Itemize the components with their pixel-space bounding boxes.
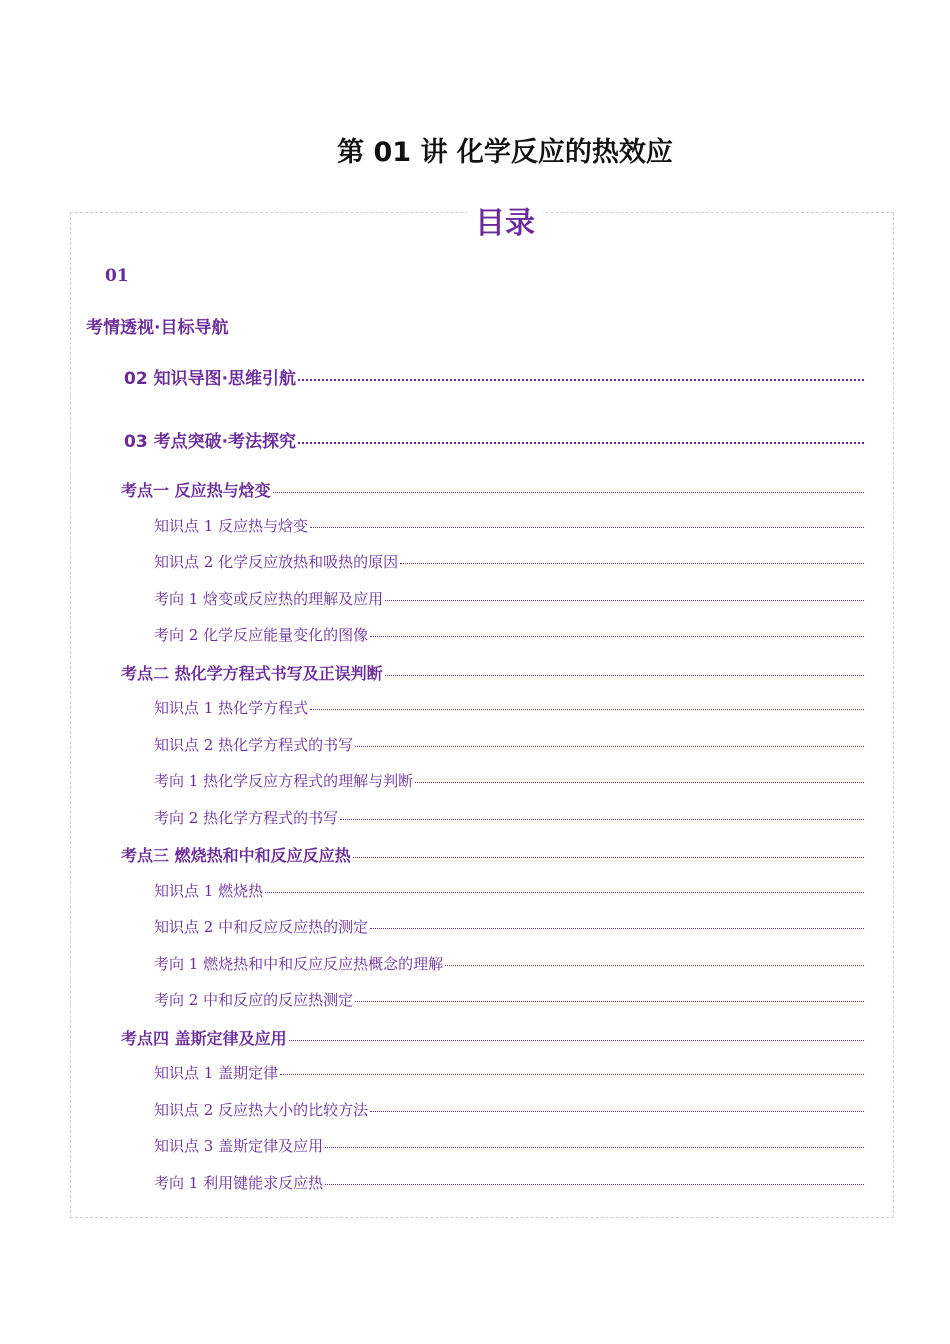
toc-leader-dots: [445, 965, 864, 966]
toc-section-02[interactable]: 02 知识导图·思维引航: [124, 364, 864, 389]
toc-leader-dots: [355, 1001, 864, 1002]
toc-leader-dots: [280, 1074, 864, 1075]
toc-sub-item[interactable]: 知识点 2 反应热大小的比较方法: [154, 1099, 864, 1120]
toc-exam-point[interactable]: 考点二 热化学方程式书写及正误判断: [121, 661, 864, 684]
toc-leader-dots: [289, 1040, 864, 1041]
toc-leader-dots: [298, 442, 864, 444]
toc-sub-item[interactable]: 知识点 1 热化学方程式: [154, 697, 864, 718]
toc-leader-dots: [385, 600, 864, 601]
toc-leader-dots: [273, 492, 864, 493]
document-title: 第 01 讲 化学反应的热效应: [337, 137, 673, 168]
toc-sub-item[interactable]: 考向 1 焓变或反应热的理解及应用: [154, 588, 864, 609]
toc-section-01-title[interactable]: 考情透视·目标导航: [86, 318, 229, 338]
toc-leader-dots: [400, 563, 864, 564]
toc-leader-dots: [340, 819, 864, 820]
toc-sub-item[interactable]: 知识点 3 盖斯定律及应用: [154, 1135, 864, 1156]
toc-sub-item[interactable]: 知识点 1 盖期定律: [154, 1062, 864, 1083]
toc-sub-item[interactable]: 知识点 1 燃烧热: [154, 880, 864, 901]
toc-section-01-number: 01: [105, 266, 129, 286]
toc-leader-dots: [325, 1147, 864, 1148]
toc-leader-dots: [370, 636, 864, 637]
toc-leader-dots: [310, 709, 864, 710]
toc-sub-item[interactable]: 考向 2 化学反应能量变化的图像: [154, 624, 864, 645]
toc-exam-point[interactable]: 考点四 盖斯定律及应用: [121, 1026, 864, 1049]
toc-sub-item[interactable]: 知识点 2 热化学方程式的书写: [154, 734, 864, 755]
toc-sub-item[interactable]: 知识点 2 中和反应反应热的测定: [154, 916, 864, 937]
toc-leader-dots: [370, 928, 864, 929]
toc-exam-point[interactable]: 考点三 燃烧热和中和反应反应热: [121, 843, 864, 866]
toc-leader-dots: [310, 527, 864, 528]
toc-sub-item[interactable]: 考向 1 燃烧热和中和反应反应热概念的理解: [154, 953, 864, 974]
toc-leader-dots: [385, 675, 864, 676]
toc-leader-dots: [353, 857, 864, 858]
toc-sub-item[interactable]: 知识点 2 化学反应放热和吸热的原因: [154, 551, 864, 572]
toc-sub-item[interactable]: 考向 2 热化学方程式的书写: [154, 807, 864, 828]
toc-sub-item[interactable]: 知识点 1 反应热与焓变: [154, 515, 864, 536]
toc-sub-item[interactable]: 考向 1 利用键能求反应热: [154, 1172, 864, 1193]
toc-leader-dots: [298, 379, 864, 381]
toc-leader-dots: [370, 1111, 864, 1112]
toc-section-03[interactable]: 03 考点突破·考法探究: [124, 427, 864, 452]
toc-leader-dots: [325, 1184, 864, 1185]
toc-leader-dots: [415, 782, 864, 783]
toc-sub-item[interactable]: 考向 1 热化学反应方程式的理解与判断: [154, 770, 864, 791]
toc-leader-dots: [355, 746, 864, 747]
toc-leader-dots: [265, 892, 864, 893]
toc-sub-item[interactable]: 考向 2 中和反应的反应热测定: [154, 989, 864, 1010]
toc-heading: 目录: [0, 198, 950, 242]
toc-exam-point[interactable]: 考点一 反应热与焓变: [121, 478, 864, 501]
